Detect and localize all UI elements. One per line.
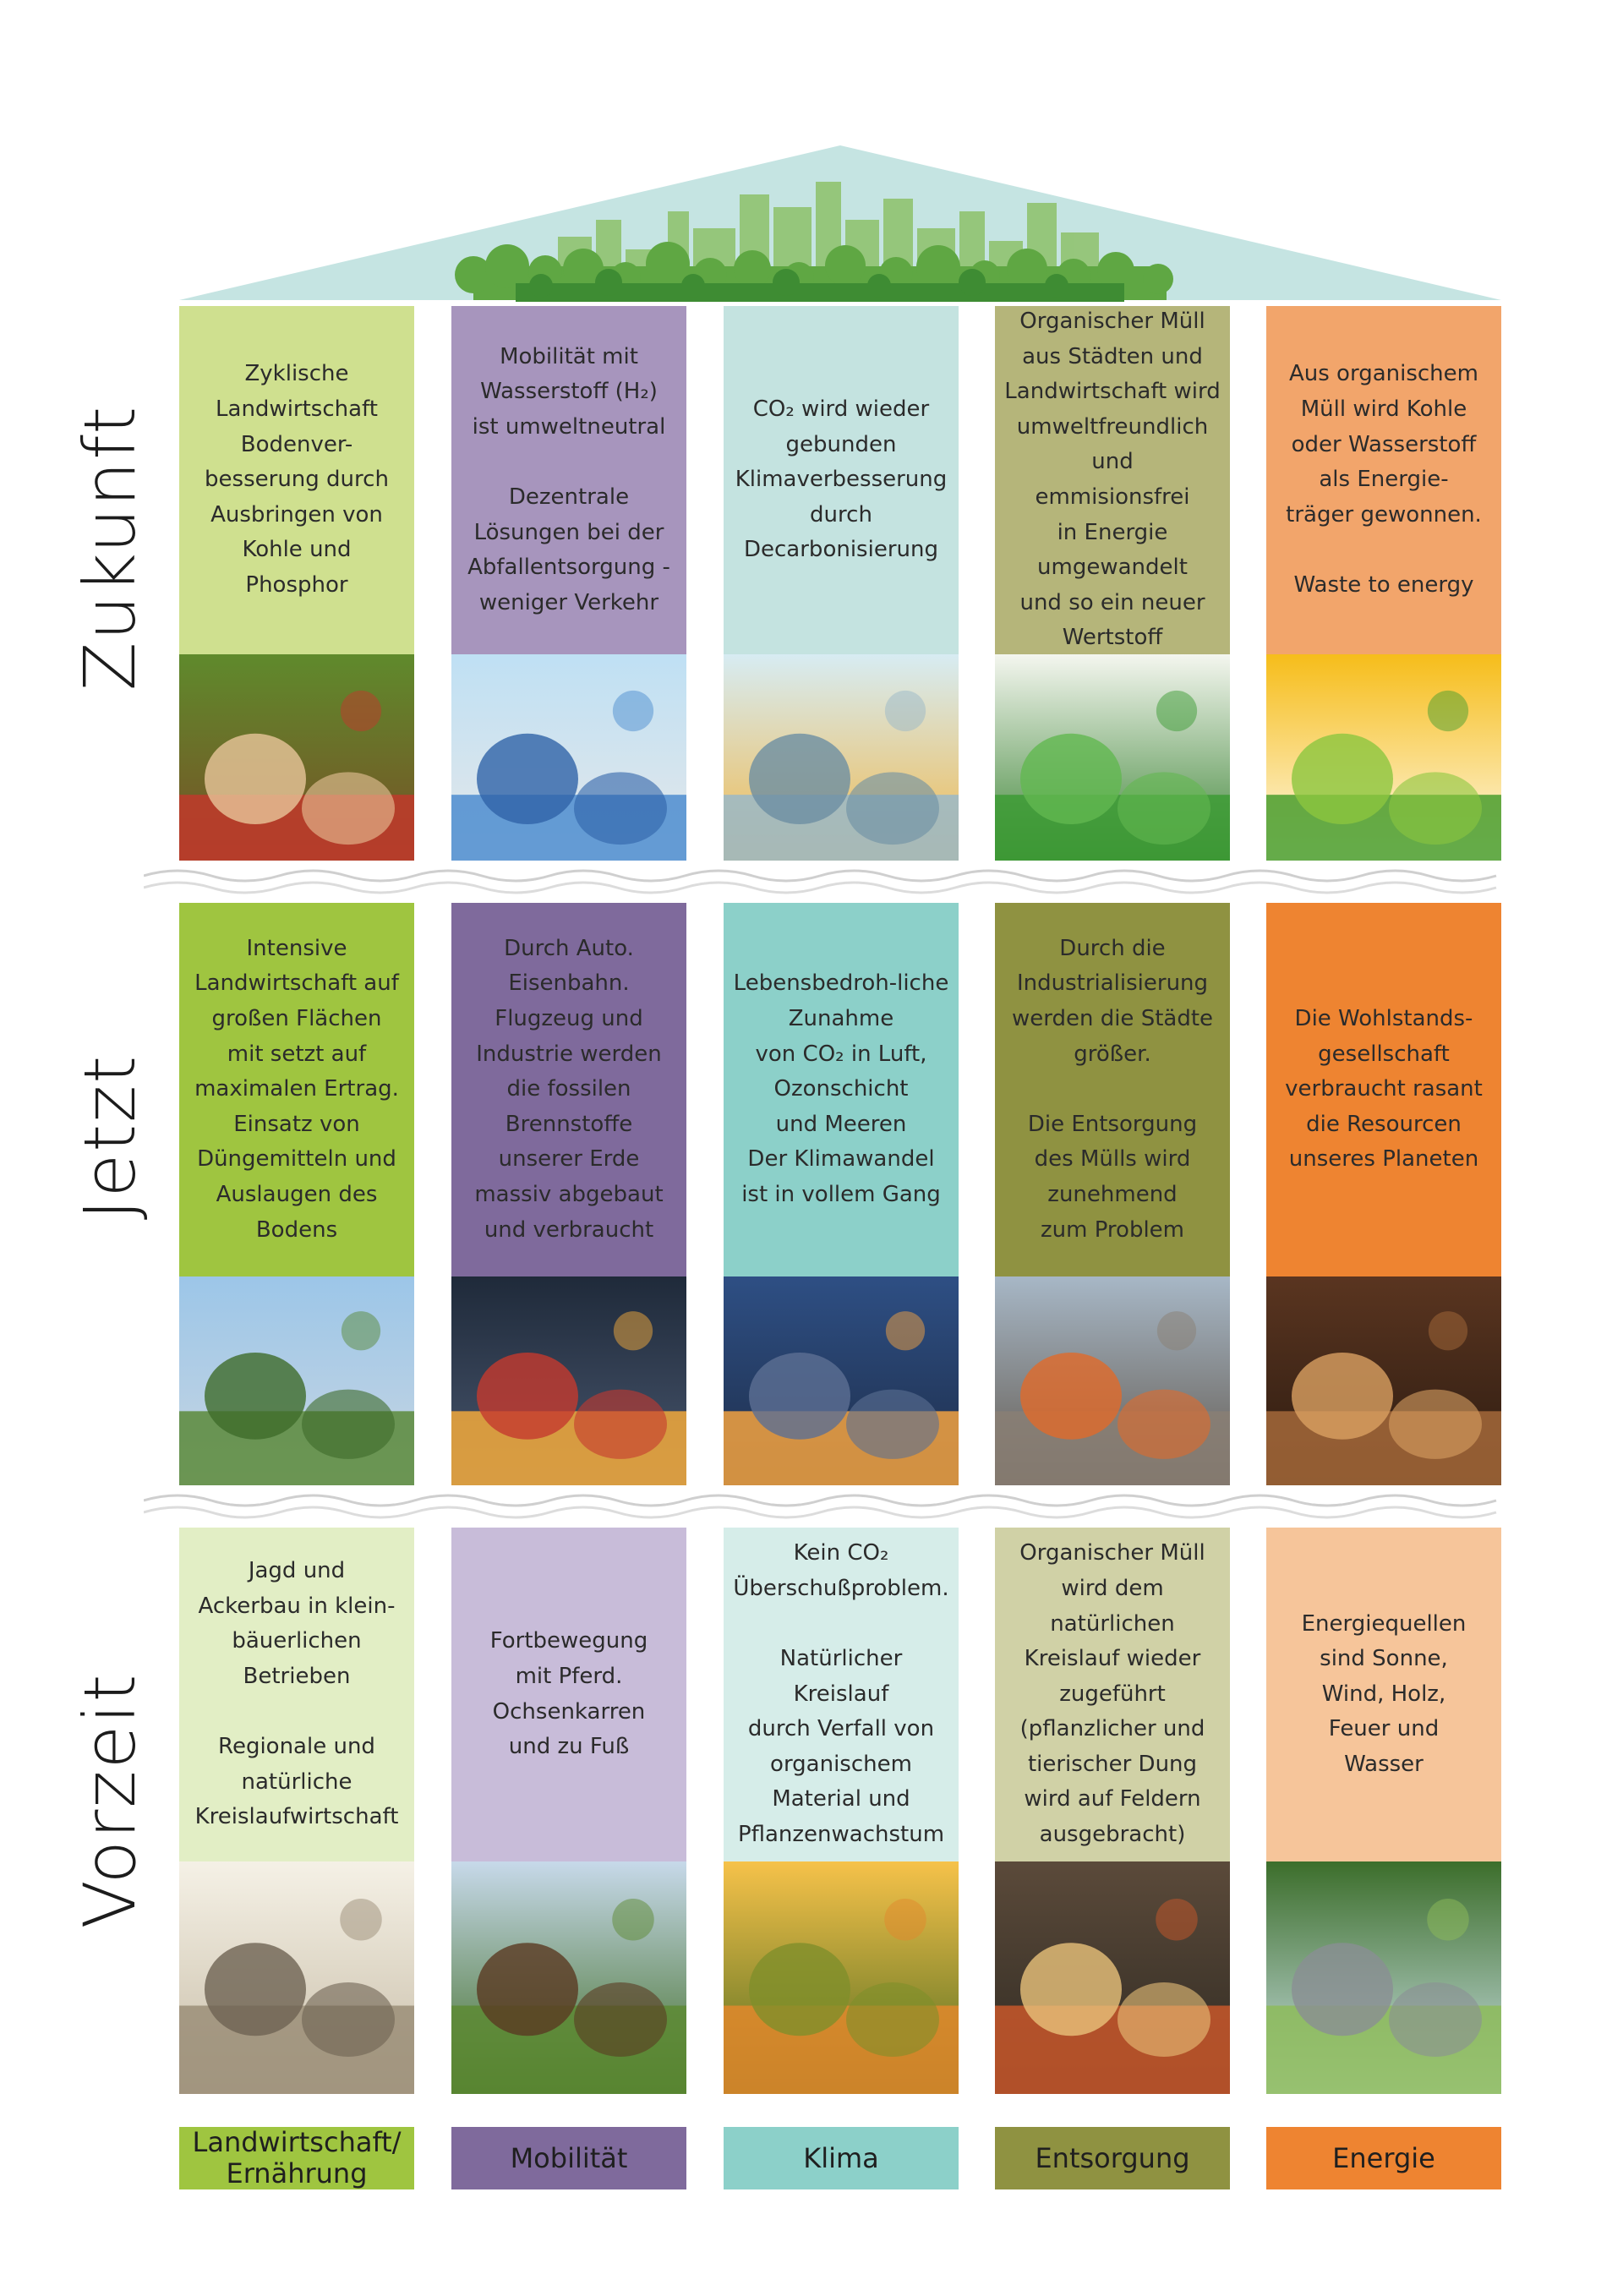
pillar-2-jetzt <box>451 903 686 1494</box>
mine-tunnel-photo <box>1266 1276 1501 1494</box>
pillar-text-zukunft: Aus organischem Müll wird Kohle oder Wasserstoff als Energie- träger gewonnen. Waste to energy <box>1286 361 1482 598</box>
decarbonization-plant-illustration <box>724 654 959 881</box>
pillar-text-vorzeit: Fortbewegung mit Pferd. Ochsenkarren und zu Fuß <box>489 1628 648 1760</box>
pillar-5-zukunft <box>1266 306 1501 881</box>
wave-divider-bottom <box>144 1485 1513 1528</box>
pillar-text-zukunft: CO₂ wird wieder gebunden Klimaverbesserung durch Decarbonisierung <box>735 396 948 563</box>
pillar-text-jetzt: Intensive Landwirtschaft auf großen Flächen mit setzt auf maximalen Ertrag. Einsatz von Düngemitteln und Auslaugen des Bodens <box>194 935 399 1243</box>
farm-sketch-illustration <box>179 1861 414 2094</box>
pillar-text-vorzeit: Organischer Müll wird dem natürlichen Kreislauf wieder zugeführt (pflanzlicher und tierischer Dung wird auf Feldern ausgebracht) <box>1019 1540 1205 1848</box>
pillar-text-zukunft: Organischer Müll aus Städten und Landwirtschaft wird umweltfreundlich und emmisionsfrei in Energie umgewandelt und so ein neuer Wertstoff <box>1004 309 1221 651</box>
watermill-photo <box>1266 1861 1501 2094</box>
pillar-title-3: Klima <box>724 2127 959 2189</box>
pillar-4-vorzeit <box>995 1528 1230 2094</box>
landfill-excavator-photo <box>995 1276 1230 1494</box>
pillar-1-zukunft <box>179 306 414 881</box>
pillar-text-jetzt: Lebensbedroh-liche Zunahme von CO₂ in Luft, Ozonschicht und Meeren Der Klimawandel ist in vollem Gang <box>733 970 949 1207</box>
h2-grass-letters-photo <box>995 654 1230 881</box>
pillar-3-vorzeit <box>724 1528 959 2094</box>
pillar-text-vorzeit: Jagd und Ackerbau in klein- bäuerlichen Betrieben Regionale und natürliche Kreislaufwirtschaft <box>194 1558 399 1830</box>
hydrogen-station-illustration <box>451 654 686 881</box>
pillar-2-zukunft <box>451 306 686 881</box>
pillar-3-zukunft <box>724 306 959 881</box>
traffic-night-photo <box>451 1276 686 1494</box>
rooster-farm-photo <box>995 1861 1230 2094</box>
pillar-4-jetzt <box>995 903 1230 1494</box>
pillar-1-vorzeit <box>179 1528 414 2094</box>
pillar-text-jetzt: Durch Auto. Eisenbahn. Flugzeug und Industrie werden die fossilen Brennstoffe unserer Erde massiv abgebaut und verbraucht <box>474 935 664 1243</box>
pillar-text-jetzt: Die Wohlstands- gesellschaft verbraucht rasant die Resourcen unseres Planeten <box>1285 1006 1483 1173</box>
co2-smoke-photo <box>724 1276 959 1494</box>
pillar-2-vorzeit <box>451 1528 686 2094</box>
tractor-field-photo <box>179 1276 414 1494</box>
plug-leaves-icon <box>1266 654 1501 881</box>
pillar-title-2: Mobilität <box>451 2127 686 2189</box>
horse-plough-photo <box>451 1861 686 2094</box>
child-vegetables-photo <box>179 654 414 881</box>
roof-skyline <box>0 0 1623 313</box>
pillar-5-jetzt <box>1266 903 1501 1494</box>
pillar-text-jetzt: Durch die Industrialisierung werden die Städte größer. Die Entsorgung des Mülls wird zunehmend zum Problem <box>1011 935 1214 1243</box>
pillar-text-vorzeit: Kein CO₂ Überschußproblem. Natürlicher Kreislauf durch Verfall von organischem Material und Pflanzenwachstum <box>733 1540 949 1848</box>
pillar-1-jetzt <box>179 903 414 1494</box>
pillar-text-vorzeit: Energiequellen sind Sonne, Wind, Holz, Feuer und Wasser <box>1301 1610 1467 1777</box>
forest-sunrise-photo <box>724 1861 959 2094</box>
pillar-title-4: Entsorgung <box>995 2127 1230 2189</box>
pillar-3-jetzt <box>724 903 959 1494</box>
pillar-4-zukunft <box>995 306 1230 881</box>
pillar-title-1: Landwirtschaft/ Ernährung <box>179 2127 414 2189</box>
pillar-text-zukunft: Mobilität mit Wasserstoff (H₂) ist umweltneutral Dezentrale Lösungen bei der Abfallentsorgung - weniger Verkehr <box>467 343 670 615</box>
pillar-text-zukunft: Zyklische Landwirtschaft Bodenver- besserung durch Ausbringen von Kohle und Phosphor <box>205 361 389 598</box>
pillar-5-vorzeit <box>1266 1528 1501 2094</box>
wave-divider-top <box>144 861 1513 903</box>
pillar-title-5: Energie <box>1266 2127 1501 2189</box>
